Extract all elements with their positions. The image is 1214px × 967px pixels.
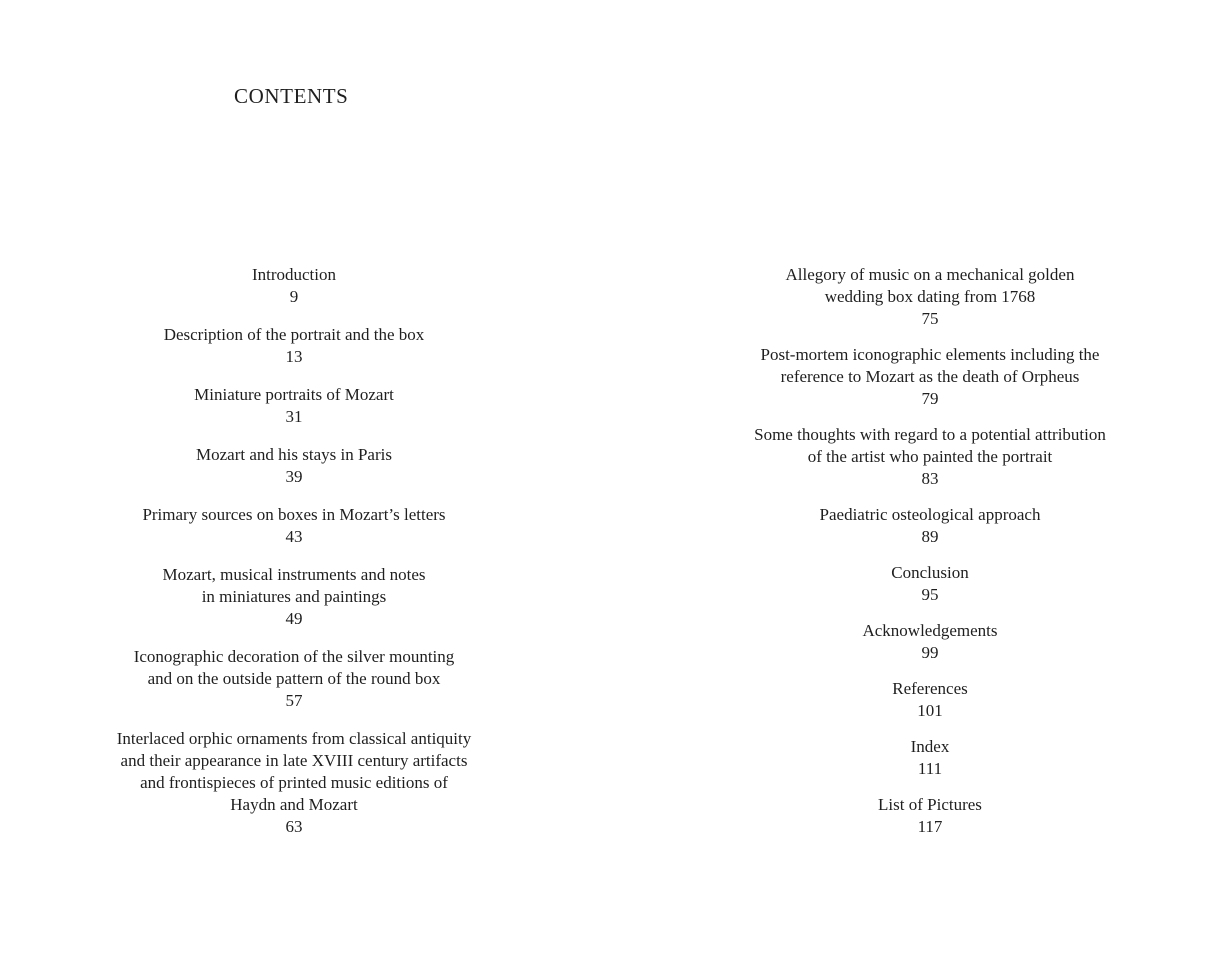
- toc-left-column: [80, 264, 508, 854]
- toc-entry-page: 43: [285, 527, 303, 546]
- toc-entry-page: 117: [917, 817, 943, 836]
- toc-entry-page: 101: [917, 701, 943, 720]
- toc-entry-allegory-of-music[interactable]: [710, 264, 1150, 330]
- toc-entry-title: References: [892, 679, 968, 698]
- toc-entry-title: Some thoughts with regard to a potential attribution of the artist who painted the portrait: [754, 425, 1106, 466]
- toc-entry-page: 89: [921, 527, 939, 546]
- toc-entry-conclusion[interactable]: [710, 562, 1150, 606]
- toc-right-column: [710, 264, 1150, 852]
- toc-entry-title: Acknowledgements: [862, 621, 998, 640]
- toc-entry-title: Paediatric osteological approach: [819, 505, 1041, 524]
- toc-entry-title: Post-mortem iconographic elements including the reference to Mozart as the death of Orpheus: [760, 345, 1100, 386]
- toc-entry-page: 63: [285, 817, 303, 836]
- toc-entry-osteological[interactable]: [710, 504, 1150, 548]
- toc-entry-acknowledgements[interactable]: [710, 620, 1150, 664]
- toc-entry-references[interactable]: [710, 678, 1150, 722]
- toc-entry-page: 75: [921, 309, 939, 328]
- toc-entry-page: 39: [285, 467, 303, 486]
- toc-entry-page: 31: [285, 407, 303, 426]
- toc-entry-title: Index: [910, 737, 950, 756]
- toc-entry-page: 9: [289, 287, 299, 306]
- toc-entry-list-of-pictures[interactable]: [710, 794, 1150, 838]
- toc-entry-instruments-notes[interactable]: [80, 564, 508, 630]
- toc-entry-page: 99: [921, 643, 939, 662]
- toc-entry-title: Iconographic decoration of the silver mounting and on the outside pattern of the round box: [133, 647, 455, 688]
- toc-entry-title: Introduction: [251, 265, 337, 284]
- toc-entry-title: Mozart and his stays in Paris: [196, 445, 392, 464]
- toc-entry-title: Allegory of music on a mechanical golden wedding box dating from 1768: [785, 265, 1075, 306]
- toc-entry-page: 111: [917, 759, 943, 778]
- toc-entry-title: Mozart, musical instruments and notes in miniatures and paintings: [162, 565, 426, 606]
- toc-entry-title: Primary sources on boxes in Mozart’s letters: [142, 505, 446, 524]
- toc-entry-page: 13: [285, 347, 303, 366]
- toc-entry-page: 79: [921, 389, 939, 408]
- toc-entry-primary-sources[interactable]: [80, 504, 508, 548]
- contents-heading: CONTENTS: [234, 84, 349, 108]
- toc-entry-title: Conclusion: [891, 563, 969, 582]
- toc-entry-post-mortem[interactable]: [710, 344, 1150, 410]
- toc-entry-iconographic-decoration[interactable]: [80, 646, 508, 712]
- toc-entry-index[interactable]: [710, 736, 1150, 780]
- toc-entry-title: Description of the portrait and the box: [163, 325, 425, 344]
- toc-entry-miniature-portraits[interactable]: [80, 384, 508, 428]
- toc-entry-page: 95: [921, 585, 939, 604]
- toc-entry-page: 49: [285, 609, 303, 628]
- toc-entry-introduction[interactable]: [80, 264, 508, 308]
- toc-entry-attribution[interactable]: [710, 424, 1150, 490]
- toc-entry-paris-stays[interactable]: [80, 444, 508, 488]
- toc-entry-page: 83: [921, 469, 939, 488]
- toc-entry-title: List of Pictures: [878, 795, 982, 814]
- toc-entry-description[interactable]: [80, 324, 508, 368]
- toc-entry-orphic-ornaments[interactable]: [80, 728, 508, 838]
- toc-entry-title: Interlaced orphic ornaments from classical antiquity and their appearance in late XVIII century artifacts and frontispieces of printed music editions of Haydn and Mozart: [116, 729, 472, 814]
- toc-entry-page: 57: [285, 691, 303, 710]
- toc-entry-title: Miniature portraits of Mozart: [194, 385, 394, 404]
